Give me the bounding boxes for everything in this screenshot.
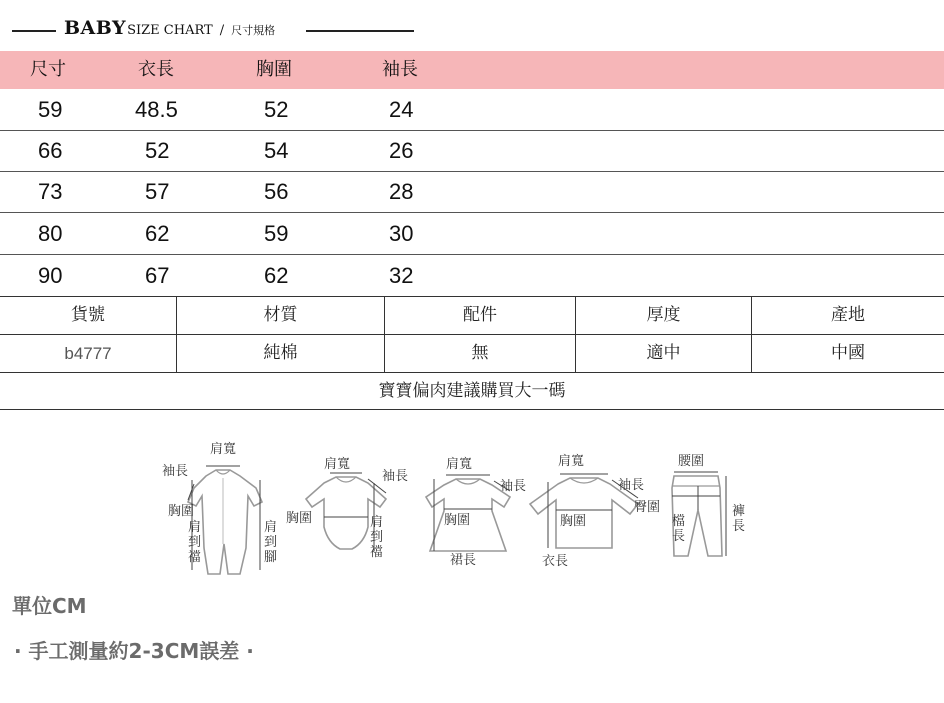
info-value-thickness: 適中 bbox=[646, 343, 681, 363]
info-header-origin: 產地 bbox=[831, 305, 865, 325]
bodysuit-diagram bbox=[284, 455, 424, 575]
top-sleeve-label: 袖長 bbox=[618, 478, 645, 493]
top-length-label: 衣長 bbox=[542, 554, 569, 569]
cell-sleeve: 28 bbox=[389, 179, 414, 204]
cell-length: 48.5 bbox=[135, 97, 178, 122]
romper-chest-label: 胸圍 bbox=[168, 504, 195, 519]
info-header-row bbox=[0, 297, 944, 334]
row-divider bbox=[0, 254, 944, 255]
romper-shoulder-foot-label: 肩到腳 bbox=[264, 520, 278, 565]
romper-diagram bbox=[158, 440, 286, 580]
info-value-item-no: b4777 bbox=[64, 344, 112, 363]
info-value-material: 純棉 bbox=[263, 343, 298, 363]
pants-length-label: 褲長 bbox=[732, 504, 746, 534]
title-separator: / bbox=[219, 23, 225, 38]
title-rule-right bbox=[306, 30, 414, 32]
pants-crotch-label: 檔長 bbox=[672, 514, 686, 544]
cell-sleeve: 26 bbox=[389, 138, 414, 163]
row-divider bbox=[0, 212, 944, 213]
info-value-accessories: 無 bbox=[471, 343, 489, 363]
row-divider bbox=[0, 171, 944, 172]
cell-length: 62 bbox=[145, 221, 170, 246]
info-header-material: 材質 bbox=[263, 305, 298, 325]
romper-shoulder-crotch-label: 肩到襠 bbox=[188, 520, 202, 565]
dress-skirt-length-label: 裙長 bbox=[450, 553, 477, 568]
info-header-thickness: 厚度 bbox=[646, 305, 681, 325]
cell-chest: 59 bbox=[264, 221, 289, 246]
romper-shoulder-label: 肩寬 bbox=[210, 442, 237, 457]
info-col-divider bbox=[384, 296, 385, 372]
romper-sleeve-label: 袖長 bbox=[162, 464, 189, 479]
bodysuit-shoulder-label: 肩寬 bbox=[324, 457, 351, 472]
cell-size: 66 bbox=[38, 138, 63, 163]
bodysuit-shoulder-crotch-label: 肩到襠 bbox=[370, 515, 384, 560]
info-col-divider bbox=[176, 296, 177, 372]
cell-chest: 54 bbox=[264, 138, 289, 163]
info-header-item-no: 貨號 bbox=[71, 305, 105, 325]
cell-size: 59 bbox=[38, 97, 63, 122]
info-header-accessories: 配件 bbox=[463, 305, 497, 325]
pants-hip-label: 臀圍 bbox=[634, 500, 661, 515]
cell-chest: 62 bbox=[264, 263, 289, 288]
bodysuit-chest-label: 胸圍 bbox=[286, 511, 313, 526]
top-chest-label: 胸圍 bbox=[560, 514, 587, 529]
unit-note: 單位CM bbox=[12, 594, 87, 618]
tolerance-note: · 手工測量約2-3CM誤差 · bbox=[14, 639, 254, 663]
pants-diagram bbox=[636, 452, 756, 576]
size-table-header bbox=[0, 51, 944, 89]
cell-size: 90 bbox=[38, 263, 63, 288]
info-col-divider bbox=[575, 296, 576, 372]
sizing-advice: 寶寶偏肉建議購買大一碼 bbox=[378, 381, 566, 401]
header-size: 尺寸 bbox=[30, 59, 66, 80]
cell-size: 80 bbox=[38, 221, 63, 246]
bodysuit-sleeve-label: 袖長 bbox=[382, 469, 409, 484]
title-brand: BABY bbox=[64, 17, 127, 39]
cell-length: 67 bbox=[145, 263, 170, 288]
info-col-divider bbox=[751, 296, 752, 372]
cell-sleeve: 30 bbox=[389, 221, 414, 246]
info-value-row bbox=[0, 335, 944, 372]
row-divider bbox=[0, 130, 944, 131]
title-chinese: 尺寸規格 bbox=[231, 24, 276, 37]
note-bottom-border bbox=[0, 409, 944, 410]
title-subtitle: SIZE CHART bbox=[127, 23, 213, 38]
header-chest: 胸圍 bbox=[256, 59, 292, 80]
cell-length: 57 bbox=[145, 179, 170, 204]
info-value-origin: 中國 bbox=[831, 343, 865, 363]
cell-chest: 52 bbox=[264, 97, 289, 122]
size-chart-title bbox=[0, 0, 944, 56]
dress-chest-label: 胸圍 bbox=[444, 513, 471, 528]
header-length: 衣長 bbox=[138, 59, 174, 80]
top-shoulder-label: 肩寬 bbox=[558, 454, 585, 469]
header-sleeve: 袖長 bbox=[382, 59, 418, 80]
cell-size: 73 bbox=[38, 179, 63, 204]
title-text bbox=[64, 17, 275, 39]
cell-length: 52 bbox=[145, 138, 170, 163]
dress-sleeve-label: 袖長 bbox=[500, 479, 527, 494]
pants-waist-label: 腰圍 bbox=[678, 454, 705, 469]
cell-chest: 56 bbox=[264, 179, 289, 204]
cell-sleeve: 32 bbox=[389, 263, 414, 288]
cell-sleeve: 24 bbox=[389, 97, 414, 122]
dress-shoulder-label: 肩寬 bbox=[446, 457, 473, 472]
title-rule-left bbox=[12, 30, 56, 32]
